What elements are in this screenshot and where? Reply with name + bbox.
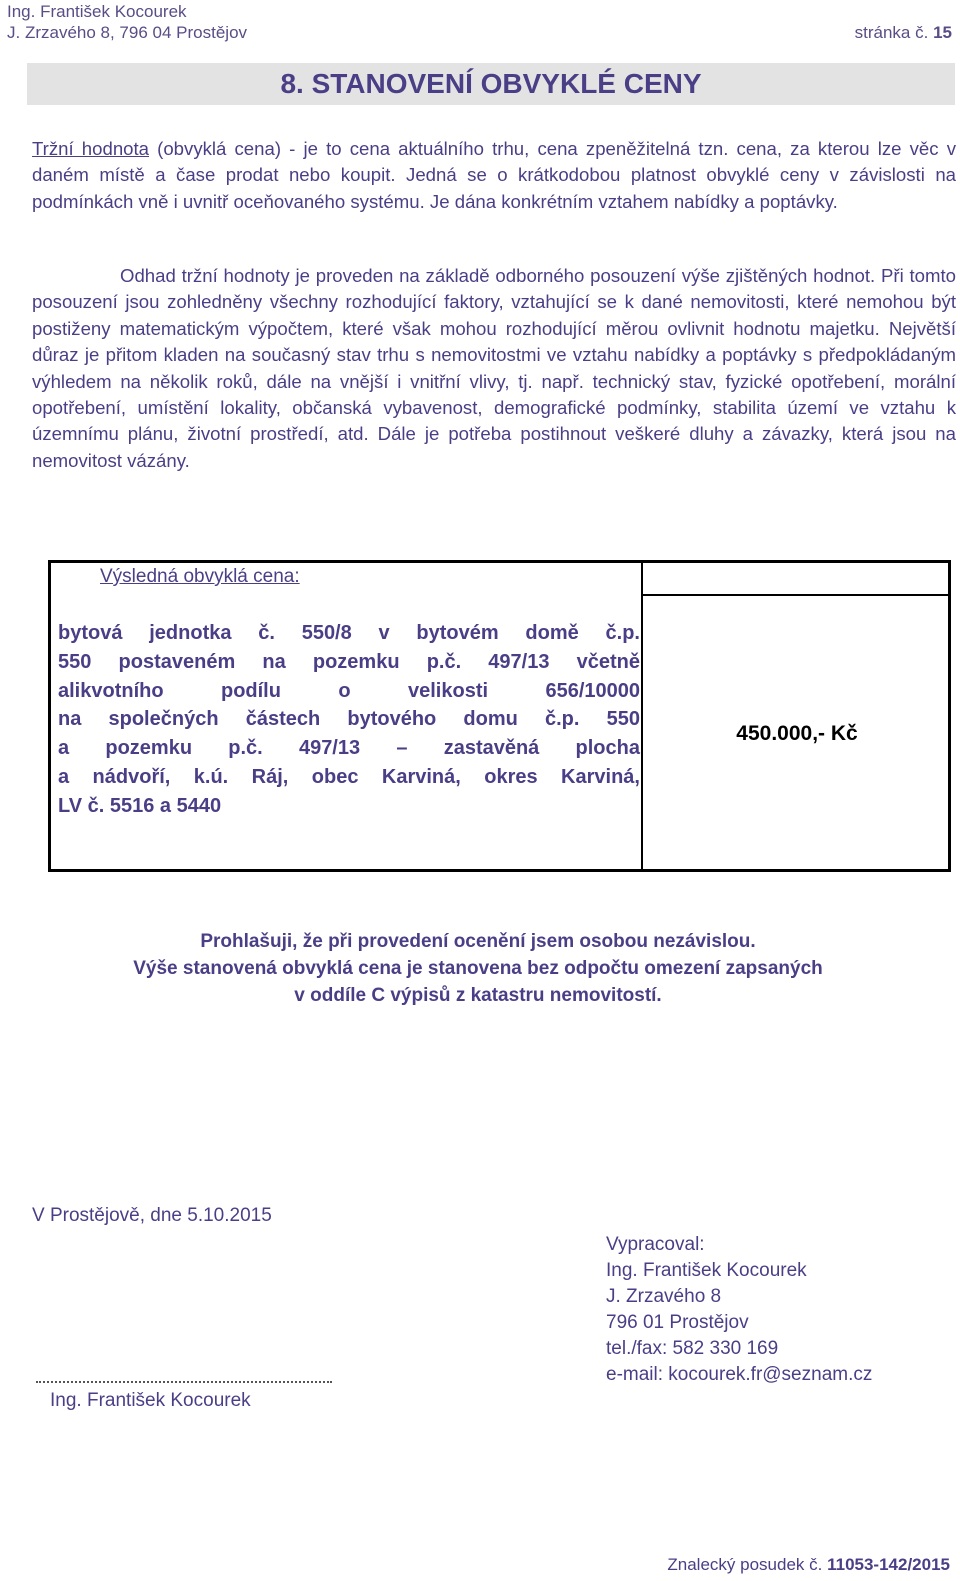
contact-phone: tel./fax: 582 330 169 [606, 1338, 779, 1359]
description-line: a nádvoří, k.ú. Ráj, obec Karviná, okres Karviná, [58, 765, 640, 788]
result-heading: Výsledná obvyklá cena: [100, 566, 300, 587]
table-horizontal-divider [641, 594, 951, 596]
term-market-value: Tržní hodnota [32, 138, 150, 159]
header-author: Ing. František Kocourek [7, 2, 187, 21]
description-line: a pozemku p.č. 497/13 – zastavěná plocha [58, 737, 640, 760]
contact-street: J. Zrzavého 8 [606, 1286, 722, 1307]
description-line: LV č. 5516 a 5440 [58, 794, 222, 817]
footer [667, 1555, 950, 1575]
footer-number: 11053-142/2015 [827, 1555, 950, 1574]
page-number: 15 [933, 23, 952, 42]
header-page [855, 22, 952, 43]
declaration-line: v oddíle C výpisů z katastru nemovitostí. [294, 985, 662, 1006]
section-title: 8. STANOVENÍ OBVYKLÉ CENY [280, 68, 702, 99]
price-value: 450.000,- Kč [736, 722, 858, 745]
header-address: J. Zrzavého 8, 796 04 Prostějov [7, 23, 248, 42]
declaration-line: Prohlašuji, že při provedení ocenění jsem osobou nezávislou. [200, 931, 756, 952]
paragraph-market-value [32, 136, 956, 215]
contact-city: 796 01 Prostějov [606, 1312, 749, 1333]
property-description [58, 619, 640, 821]
place-date: V Prostějově, dne 5.10.2015 [32, 1205, 272, 1226]
paragraph-1-text: (obvyklá cena) - je to cena aktuálního trhu, cena zpeněžitelná tzn. cena, za kterou lze věc v daném místě a čase prodat nebo koupit. Jedná se o krátkodobou platnost obvyklé ceny v závislosti na podmínkách vně i uvnitř oceňovaného systému. Je dána konkrétním vztahem nabídky a poptávky. [32, 138, 956, 212]
contact-label: Vypracoval: [606, 1234, 705, 1255]
contact-name: Ing. František Kocourek [606, 1260, 807, 1281]
signature-line [36, 1381, 332, 1383]
contact-email: e-mail: kocourek.fr@seznam.cz [606, 1364, 873, 1385]
description-line: alikvotního podílu o velikosti 656/10000 [58, 679, 640, 702]
description-line: bytová jednotka č. 550/8 v bytovém domě č.p. [58, 622, 640, 644]
signature-name: Ing. František Kocourek [50, 1390, 251, 1411]
description-line: 550 postaveném na pozemku p.č. 497/13 včetně [58, 650, 640, 673]
description-line: na společných částech bytového domu č.p. 550 [58, 708, 640, 731]
paragraph-2-text: Odhad tržní hodnoty je proveden na základě odborného posouzení výše zjištěných hodnot. Při tomto posouzení jsou zohledněny všechny rozhodující faktory, vztahující se k dané nemovitosti, které nemohou být postiženy matematickým výpočtem, které však mohou rozhodující měrou ovlivnit hodnotu majetku. Největší důraz je přitom kladen na současný stav trhu s nemovitostmi ve vztahu nabídky a poptávky s předpokládaným výhledem na několik roků, dále na vnější i vnitřní vlivy, tj. např. technický stav, fyzické opotřebení, morální opotřebení, umístění lokality, občanská vybavenost, demografické podmínky, stabilita území ve vztahu k územnímu plánu, životní prostředí, atd. Dále je potřeba postihnout veškeré dluhy a závazky, která jsou na nemovitost vázány. [32, 265, 956, 471]
paragraph-estimate [32, 263, 956, 474]
page-label: stránka č. [854, 23, 929, 42]
table-vertical-divider [641, 560, 643, 872]
declaration-line: Výše stanovená obvyklá cena je stanovena bez odpočtu omezení zapsaných [133, 958, 823, 979]
contact-block [606, 1232, 872, 1388]
footer-label: Znalecký posudek č. [667, 1555, 823, 1574]
